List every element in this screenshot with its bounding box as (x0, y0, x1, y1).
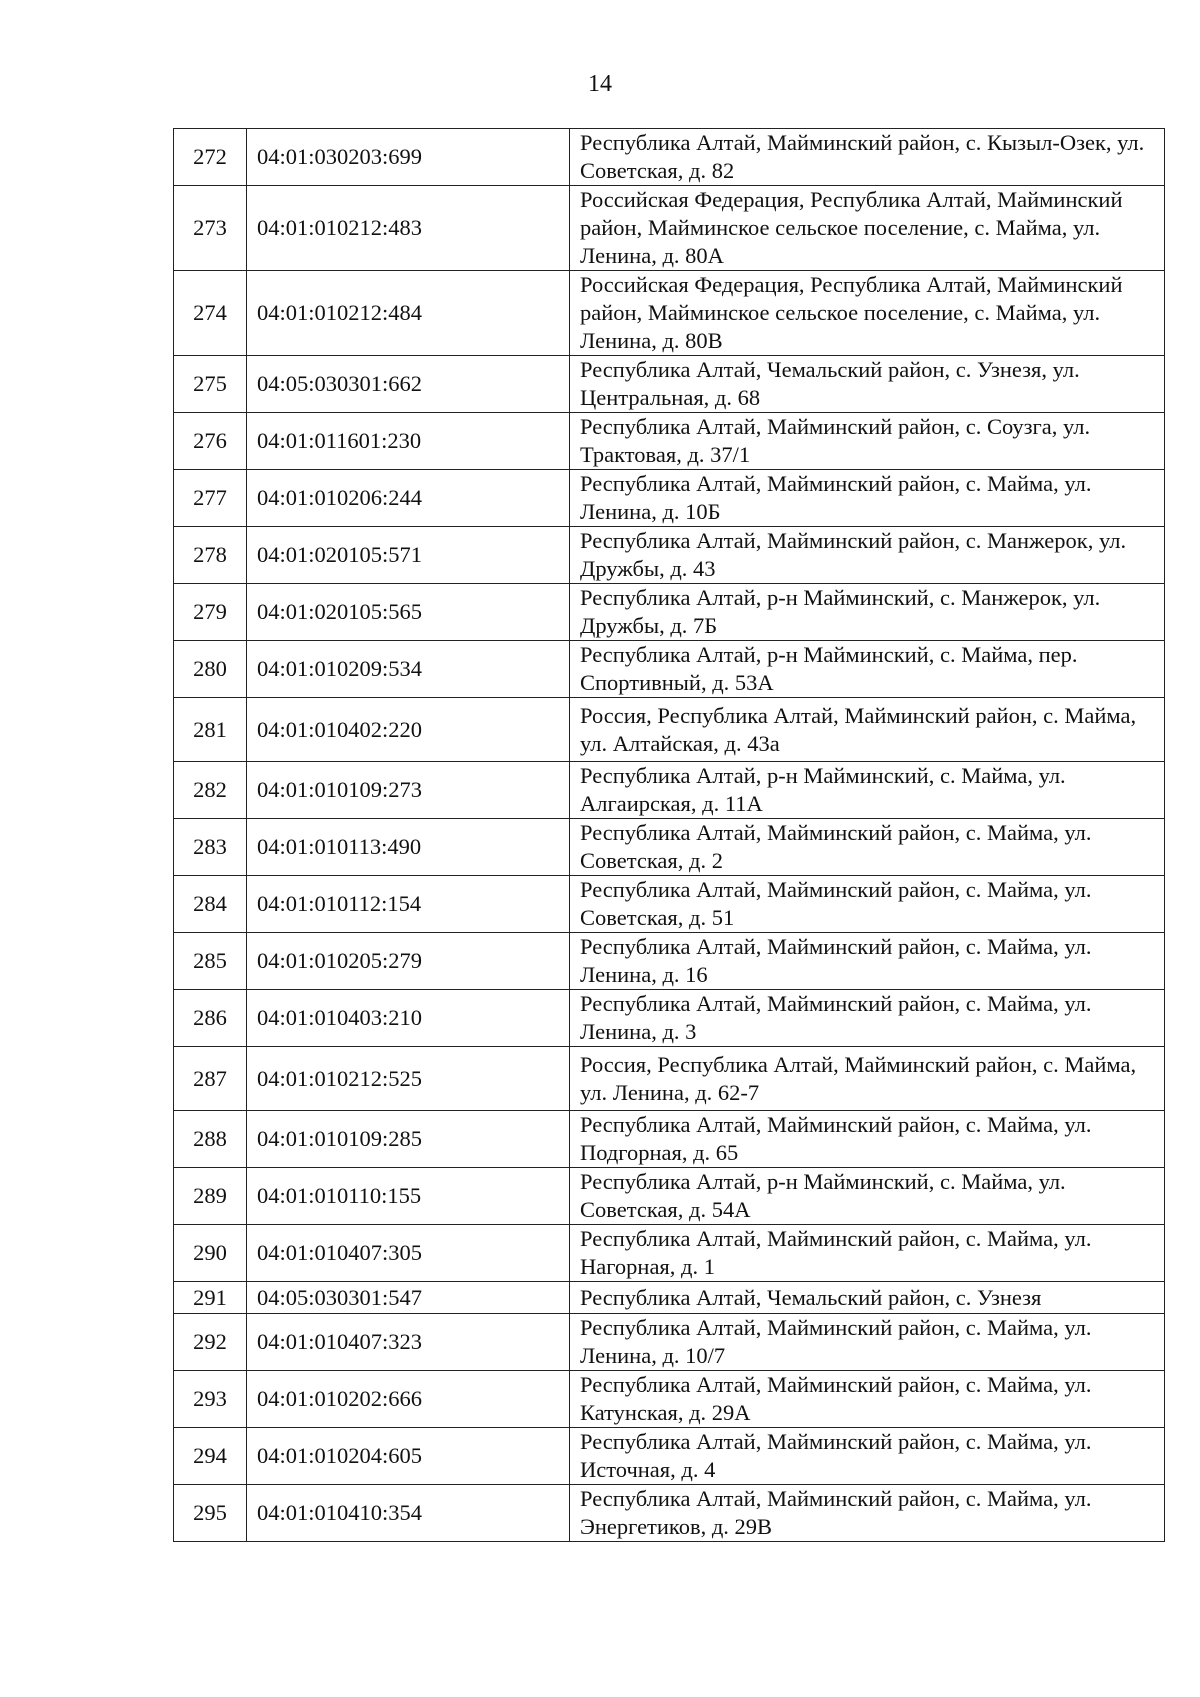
address-cell: Республика Алтай, Майминский район, с. Майма, ул. Нагорная, д. 1 (570, 1225, 1165, 1282)
row-number-cell: 294 (174, 1428, 247, 1485)
row-number-cell: 291 (174, 1282, 247, 1314)
address-cell: Республика Алтай, Чемальский район, с. Узнезя, ул. Центральная, д. 68 (570, 356, 1165, 413)
cadastral-number-cell: 04:01:010209:534 (247, 641, 570, 698)
table-row (174, 1282, 1165, 1314)
address-cell: Республика Алтай, р-н Майминский, с. Манжерок, ул. Дружбы, д. 7Б (570, 584, 1165, 641)
table-row (174, 698, 1165, 762)
address-cell: Республика Алтай, Майминский район, с. Майма, ул. Советская, д. 2 (570, 819, 1165, 876)
table-row (174, 933, 1165, 990)
address-cell: Республика Алтай, Майминский район, с. Кызыл-Озек, ул. Советская, д. 82 (570, 129, 1165, 186)
table-row (174, 356, 1165, 413)
row-number-cell: 273 (174, 186, 247, 271)
cadastral-number-cell: 04:01:011601:230 (247, 413, 570, 470)
address-cell: Республика Алтай, Майминский район, с. Майма, ул. Ленина, д. 10/7 (570, 1314, 1165, 1371)
address-cell: Республика Алтай, Майминский район, с. Манжерок, ул. Дружбы, д. 43 (570, 527, 1165, 584)
row-number-cell: 274 (174, 271, 247, 356)
table-row (174, 1111, 1165, 1168)
cadastral-number-cell: 04:01:010410:354 (247, 1485, 570, 1542)
row-number-cell: 292 (174, 1314, 247, 1371)
page-number: 14 (588, 71, 612, 97)
row-number-cell: 278 (174, 527, 247, 584)
row-number-cell: 285 (174, 933, 247, 990)
registry-table (173, 128, 1165, 1542)
cadastral-number-cell: 04:01:010212:525 (247, 1047, 570, 1111)
cadastral-number-cell: 04:01:010113:490 (247, 819, 570, 876)
row-number-cell: 288 (174, 1111, 247, 1168)
row-number-cell: 286 (174, 990, 247, 1047)
table-row (174, 271, 1165, 356)
cadastral-number-cell: 04:01:020105:571 (247, 527, 570, 584)
table-row (174, 1225, 1165, 1282)
address-cell: Республика Алтай, Майминский район, с. Майма, ул. Ленина, д. 3 (570, 990, 1165, 1047)
cadastral-number-cell: 04:01:010206:244 (247, 470, 570, 527)
cadastral-number-cell: 04:05:030301:662 (247, 356, 570, 413)
table-row (174, 470, 1165, 527)
table-row (174, 1485, 1165, 1542)
address-cell: Республика Алтай, Майминский район, с. Майма, ул. Подгорная, д. 65 (570, 1111, 1165, 1168)
cadastral-number-cell: 04:01:010407:323 (247, 1314, 570, 1371)
address-cell: Республика Алтай, Чемальский район, с. Узнезя (570, 1282, 1165, 1314)
row-number-cell: 284 (174, 876, 247, 933)
table-row (174, 762, 1165, 819)
table-row (174, 186, 1165, 271)
row-number-cell: 283 (174, 819, 247, 876)
cadastral-number-cell: 04:01:010402:220 (247, 698, 570, 762)
row-number-cell: 279 (174, 584, 247, 641)
cadastral-number-cell: 04:01:010407:305 (247, 1225, 570, 1282)
cadastral-number-cell: 04:01:010204:605 (247, 1428, 570, 1485)
table-row (174, 990, 1165, 1047)
row-number-cell: 272 (174, 129, 247, 186)
row-number-cell: 280 (174, 641, 247, 698)
table-row (174, 527, 1165, 584)
row-number-cell: 293 (174, 1371, 247, 1428)
cadastral-number-cell: 04:01:010205:279 (247, 933, 570, 990)
address-cell: Республика Алтай, Майминский район, с. Соузга, ул. Трактовая, д. 37/1 (570, 413, 1165, 470)
table-row (174, 1428, 1165, 1485)
row-number-cell: 277 (174, 470, 247, 527)
address-cell: Республика Алтай, Майминский район, с. Майма, ул. Ленина, д. 16 (570, 933, 1165, 990)
address-cell: Республика Алтай, Майминский район, с. Майма, ул. Ленина, д. 10Б (570, 470, 1165, 527)
cadastral-number-cell: 04:01:010202:666 (247, 1371, 570, 1428)
table-row (174, 641, 1165, 698)
address-cell: Российская Федерация, Республика Алтай, Майминский район, Майминское сельское поселение, с. Майма, ул. Ленина, д. 80А (570, 186, 1165, 271)
cadastral-number-cell: 04:01:010109:285 (247, 1111, 570, 1168)
address-cell: Российская Федерация, Республика Алтай, Майминский район, Майминское сельское поселение, с. Майма, ул. Ленина, д. 80В (570, 271, 1165, 356)
table-row (174, 413, 1165, 470)
cadastral-number-cell: 04:01:010112:154 (247, 876, 570, 933)
cadastral-number-cell: 04:01:030203:699 (247, 129, 570, 186)
cadastral-number-cell: 04:01:010212:483 (247, 186, 570, 271)
row-number-cell: 295 (174, 1485, 247, 1542)
cadastral-number-cell: 04:01:010212:484 (247, 271, 570, 356)
address-cell: Республика Алтай, р-н Майминский, с. Майма, пер. Спортивный, д. 53А (570, 641, 1165, 698)
table-row (174, 1047, 1165, 1111)
cadastral-number-cell: 04:05:030301:547 (247, 1282, 570, 1314)
table-row (174, 876, 1165, 933)
row-number-cell: 290 (174, 1225, 247, 1282)
address-cell: Республика Алтай, Майминский район, с. Майма, ул. Источная, д. 4 (570, 1428, 1165, 1485)
address-cell: Россия, Республика Алтай, Майминский район, с. Майма, ул. Алтайская, д. 43а (570, 698, 1165, 762)
cadastral-number-cell: 04:01:020105:565 (247, 584, 570, 641)
row-number-cell: 275 (174, 356, 247, 413)
address-cell: Республика Алтай, Майминский район, с. Майма, ул. Энергетиков, д. 29В (570, 1485, 1165, 1542)
row-number-cell: 276 (174, 413, 247, 470)
table-row (174, 129, 1165, 186)
registry-table-body (174, 129, 1165, 1542)
row-number-cell: 287 (174, 1047, 247, 1111)
table-row (174, 1168, 1165, 1225)
address-cell: Республика Алтай, р-н Майминский, с. Майма, ул. Советская, д. 54А (570, 1168, 1165, 1225)
row-number-cell: 289 (174, 1168, 247, 1225)
table-row (174, 584, 1165, 641)
address-cell: Республика Алтай, Майминский район, с. Майма, ул. Советская, д. 51 (570, 876, 1165, 933)
address-cell: Республика Алтай, Майминский район, с. Майма, ул. Катунская, д. 29А (570, 1371, 1165, 1428)
table-row (174, 819, 1165, 876)
row-number-cell: 281 (174, 698, 247, 762)
cadastral-number-cell: 04:01:010109:273 (247, 762, 570, 819)
table-row (174, 1314, 1165, 1371)
table-row (174, 1371, 1165, 1428)
row-number-cell: 282 (174, 762, 247, 819)
address-cell: Республика Алтай, р-н Майминский, с. Майма, ул. Алгаирская, д. 11А (570, 762, 1165, 819)
cadastral-number-cell: 04:01:010110:155 (247, 1168, 570, 1225)
cadastral-number-cell: 04:01:010403:210 (247, 990, 570, 1047)
address-cell: Россия, Республика Алтай, Майминский район, с. Майма, ул. Ленина, д. 62-7 (570, 1047, 1165, 1111)
